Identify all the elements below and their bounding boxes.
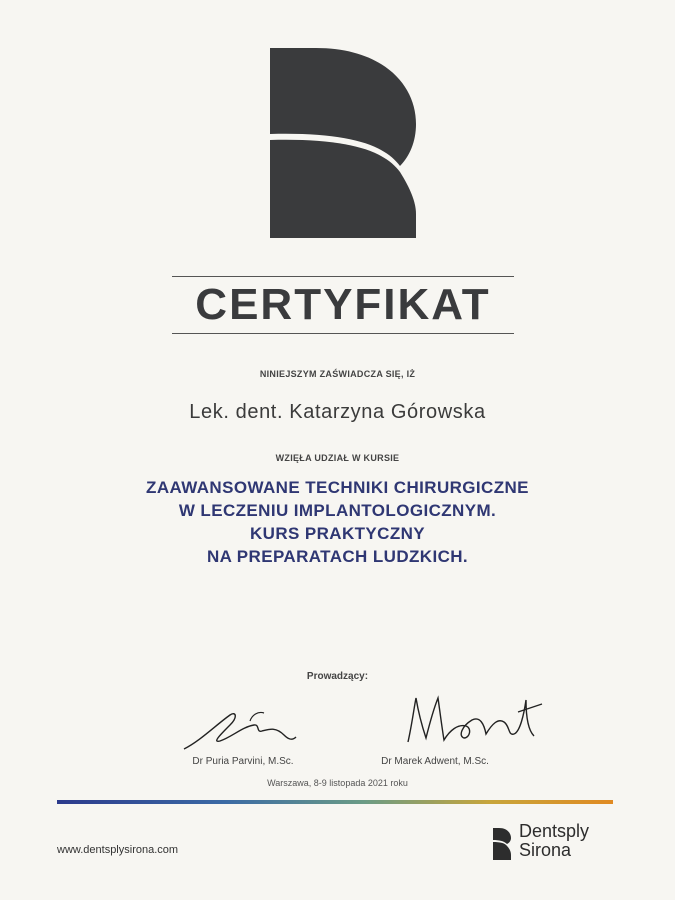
instructor-name: Dr Marek Adwent, M.Sc. bbox=[381, 756, 489, 767]
brand-line: Sirona bbox=[519, 840, 572, 860]
website-link[interactable]: www.dentsplysirona.com bbox=[57, 844, 179, 856]
brand-logo bbox=[487, 820, 627, 870]
course-line: KURS PRAKTYCZNY bbox=[249, 524, 426, 543]
course-title bbox=[0, 476, 675, 568]
instructor-name: Dr Puria Parvini, M.Sc. bbox=[192, 756, 294, 767]
recipient-name: Lek. dent. Katarzyna Górowska bbox=[189, 401, 486, 423]
leaders-label: Prowadzący: bbox=[306, 671, 369, 682]
title-rule-top bbox=[172, 276, 514, 277]
participation-text: WZIĘŁA UDZIAŁ W KURSIE bbox=[275, 453, 400, 463]
course-line: NA PREPARATACH LUDZKICH. bbox=[206, 547, 469, 566]
course-line: ZAAWANSOWANE TECHNIKI CHIRURGICZNE bbox=[146, 478, 529, 497]
signature-parvini bbox=[180, 705, 300, 755]
course-line: W LECZENIU IMPLANTOLOGICZNYM. bbox=[178, 501, 497, 520]
title-rule-bottom bbox=[172, 333, 514, 334]
dentsply-sirona-logo-icon bbox=[491, 826, 513, 862]
ds-logo-icon bbox=[262, 42, 422, 242]
place-date: Warszawa, 8-9 listopada 2021 roku bbox=[267, 778, 408, 788]
brand-line: Dentsply bbox=[519, 821, 590, 841]
intro-text: NINIEJSZYM ZAŚWIADCZA SIĘ, IŻ bbox=[259, 369, 416, 379]
signature-adwent bbox=[400, 690, 545, 752]
gradient-divider bbox=[57, 800, 613, 804]
certificate-title: CERTYFIKAT bbox=[195, 280, 491, 329]
brand-name bbox=[519, 822, 589, 860]
